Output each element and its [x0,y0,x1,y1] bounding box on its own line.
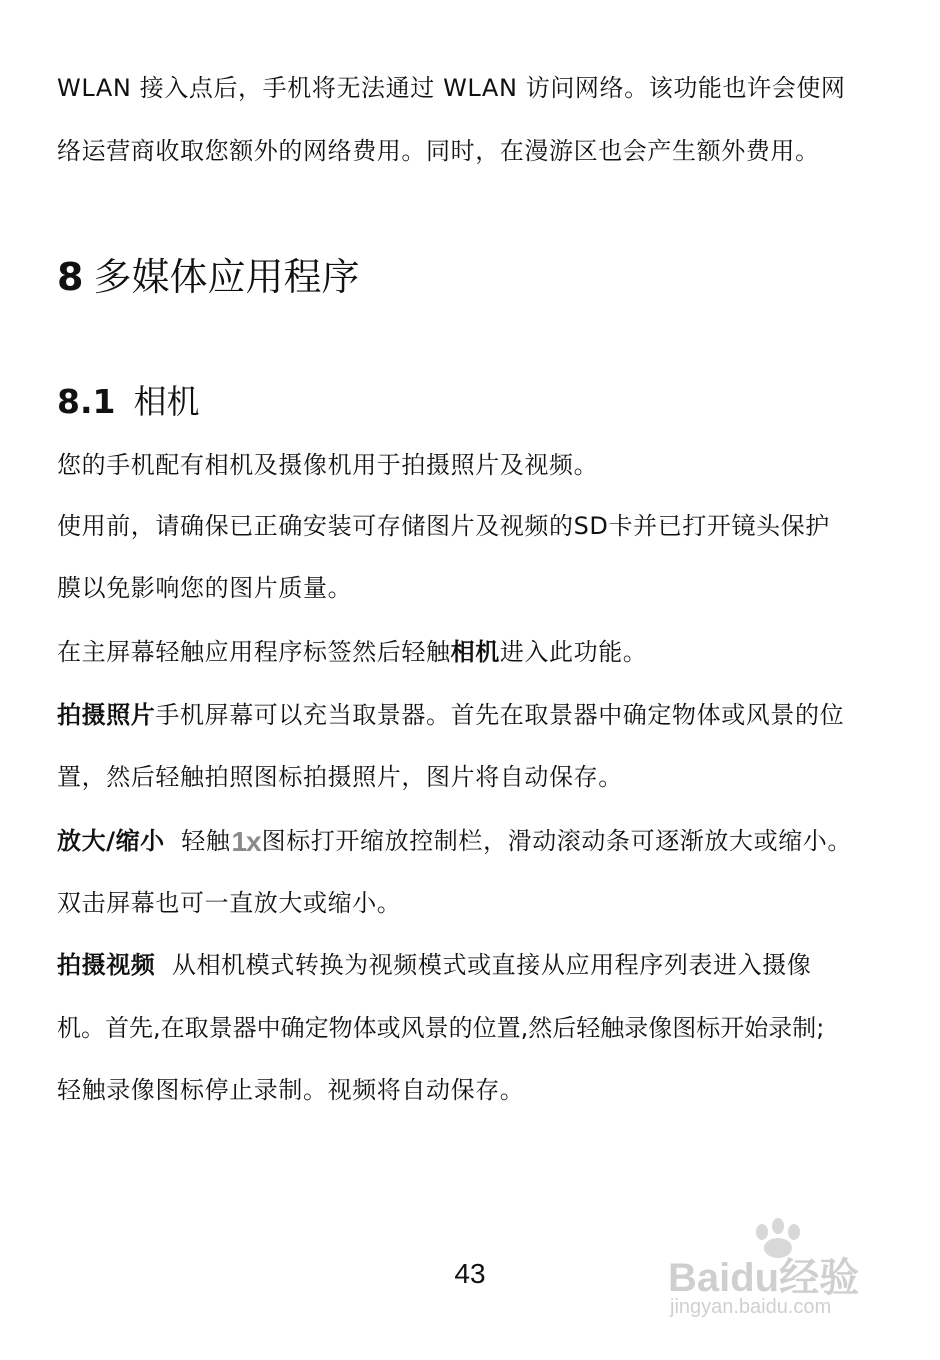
section-heading [57,380,199,424]
paragraph-zoom-line-1 [57,826,887,857]
section-number: 8.1 [57,382,116,421]
open-camera-term: 相机 [450,638,500,666]
open-camera-text-post: 进入此功能。 [499,638,648,666]
paragraph-wlan-line-2: 络运营商收取您额外的网络费用。同时，在漫游区也会产生额外费用。 [57,137,820,165]
paragraph-take-photo-line-1 [57,700,887,730]
take-photo-text: 手机屏幕可以充当取景器。首先在取景器中确定物体或风景的位 [155,701,845,729]
paragraph-record-video-line-2: 机。首先,在取景器中确定物体或风景的位置,然后轻触录像图标开始录制; [57,1014,825,1042]
watermark-url: jingyan.baidu.com [670,1296,832,1318]
chapter-title: 多媒体应用程序 [93,255,360,299]
page-number: 43 [454,1258,486,1289]
watermark-brand: Baidu经验 [668,1256,860,1300]
zoom-1x-icon: 1x [231,826,261,857]
paragraph-take-photo-line-2: 置，然后轻触拍照图标拍摄照片，图片将自动保存。 [57,763,623,791]
zoom-text-post: 图标打开缩放控制栏，滑动滚动条可逐渐放大或缩小。 [261,827,852,855]
take-photo-term: 拍摄照片 [57,701,156,729]
paragraph-record-video-line-1 [57,950,887,980]
paragraph-wlan-line-1: WLAN 接入点后，手机将无法通过 WLAN 访问网络。该功能也许会使网 [57,74,846,102]
paragraph-open-camera [57,637,887,667]
paragraph-sd-card-line-1: 使用前，请确保已正确安装可存储图片及视频的SD卡并已打开镜头保护 [57,512,830,540]
paragraph-zoom-line-2: 双击屏幕也可一直放大或缩小。 [57,889,402,917]
record-video-term: 拍摄视频 [57,951,156,979]
zoom-term: 放大/缩小 [57,827,165,855]
chapter-number: 8 [57,255,84,299]
open-camera-text-pre: 在主屏幕轻触应用程序标签然后轻触 [57,638,451,666]
zoom-text-pre: 轻触 [164,827,231,855]
record-video-text: 从相机模式转换为视频模式或直接从应用程序列表进入摄像 [155,951,812,979]
chapter-heading [57,252,359,302]
section-title: 相机 [133,382,200,421]
paragraph-sd-card-line-2: 膜以免影响您的图片质量。 [57,574,353,602]
paragraph-record-video-line-3: 轻触录像图标停止录制。视频将自动保存。 [57,1076,525,1104]
baidu-watermark [668,1218,898,1328]
paragraph-camera-intro: 您的手机配有相机及摄像机用于拍摄照片及视频。 [57,451,599,479]
